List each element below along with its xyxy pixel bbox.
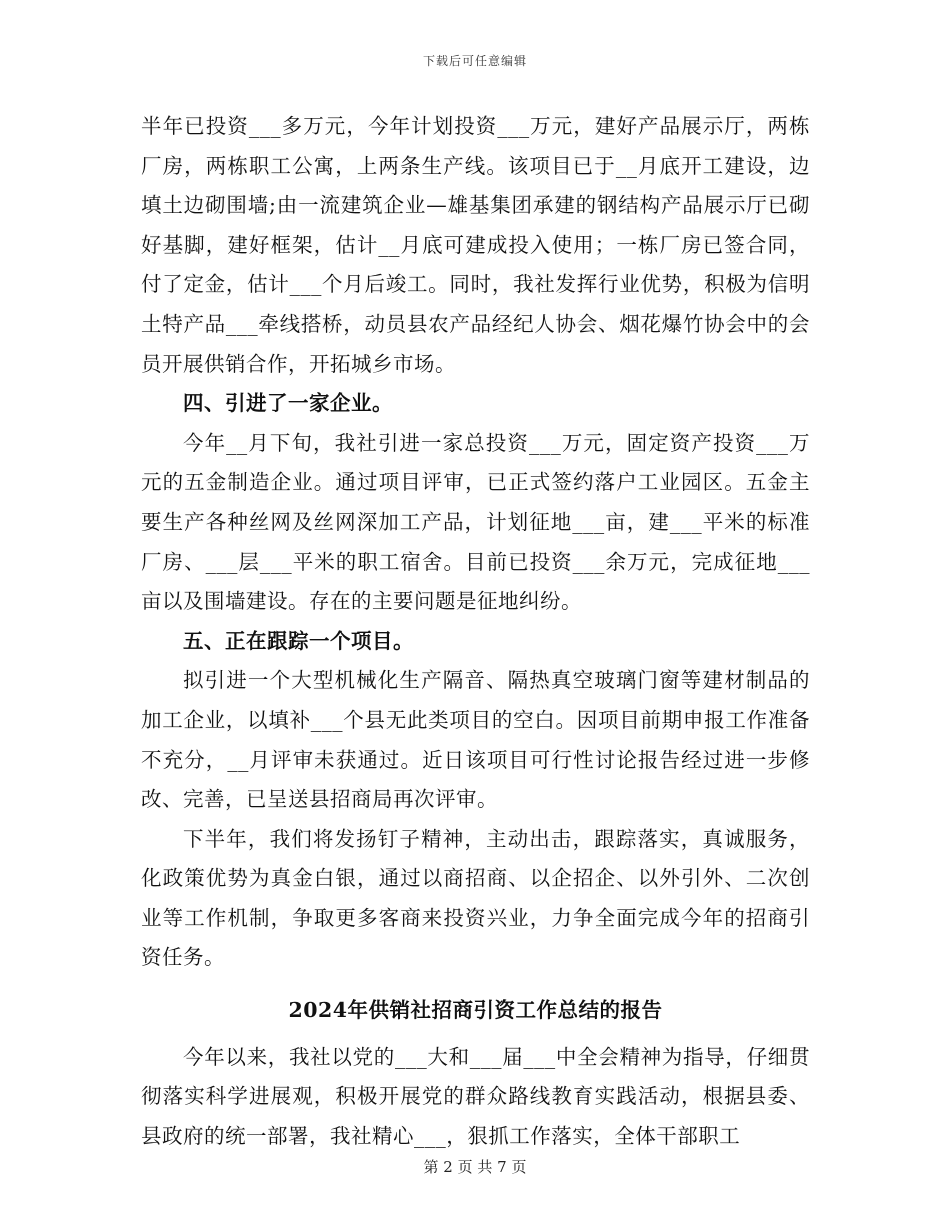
paragraph-enterprise-introduced: 今年__月下旬，我社引进一家总投资___万元，固定资产投资___万元的五金制造企业。通过项目评审，已正式签约落户工业园区。五金主要生产各种丝网及丝网深加工产品，计划征地___亩，建___平米的标准厂房、___层___平米的职工宿舍。目前已投资___余万元，完成征地___亩以及围墙建设。存在的主要问题是征地纠纷。	[141, 430, 810, 614]
paragraph-project-tracking: 拟引进一个大型机械化生产隔音、隔热真空玻璃门窗等建材制品的加工企业，以填补___个县无此类项目的空白。因项目前期申报工作准备不充分，__月评审未获通过。近日该项目可行性讨论报告经过进一步修改、完善，已呈送县招商局再次评审。	[141, 668, 810, 812]
paragraph-project-progress: 半年已投资___多万元，今年计划投资___万元，建好产品展示厅，两栋厂房，两栋职工公寓，上两条生产线。该项目已于__月底开工建设，边填土边砌围墙;由一流建筑企业—雄基集团承建的钢结构产品展示厅已砌好基脚，建好框架，估计__月底可建成投入使用；一栋厂房已签合同，付了定金，估计___个月后竣工。同时，我社发挥行业优势，积极为信明土特产品___牵线搭桥，动员县农产品经纪人协会、烟花爆竹协会中的会员开展供销合作，开拓城乡市场。	[141, 114, 810, 376]
section-heading-5: 五、正在跟踪一个项目。	[183, 628, 414, 653]
section-heading-4: 四、引进了一家企业。	[183, 391, 393, 416]
paragraph-report-intro: 今年以来，我社以党的___大和___届___中全会精神为指导，仔细贯彻落实科学进展观，积极开展党的群众路线教育实践活动，根据县委、县政府的统一部署，我社精心___，狠抓工作落实，全体干部职工	[141, 1044, 810, 1148]
page-header-note: 下载后可任意编辑	[422, 54, 527, 68]
document-body	[141, 107, 810, 1156]
paragraph-second-half-plan: 下半年，我们将发扬钉子精神，主动出击，跟踪落实，真诚服务，化政策优势为真金白银，通过以商招商、以企招企、以外引外、二次创业等工作机制，争取更多客商来投资兴业，力争全面完成今年的招商引资任务。	[141, 826, 810, 970]
page-number: 第 2 页 共 7 页	[423, 1158, 527, 1176]
document-title: 2024年供销社招商引资工作总结的报告	[288, 998, 663, 1023]
